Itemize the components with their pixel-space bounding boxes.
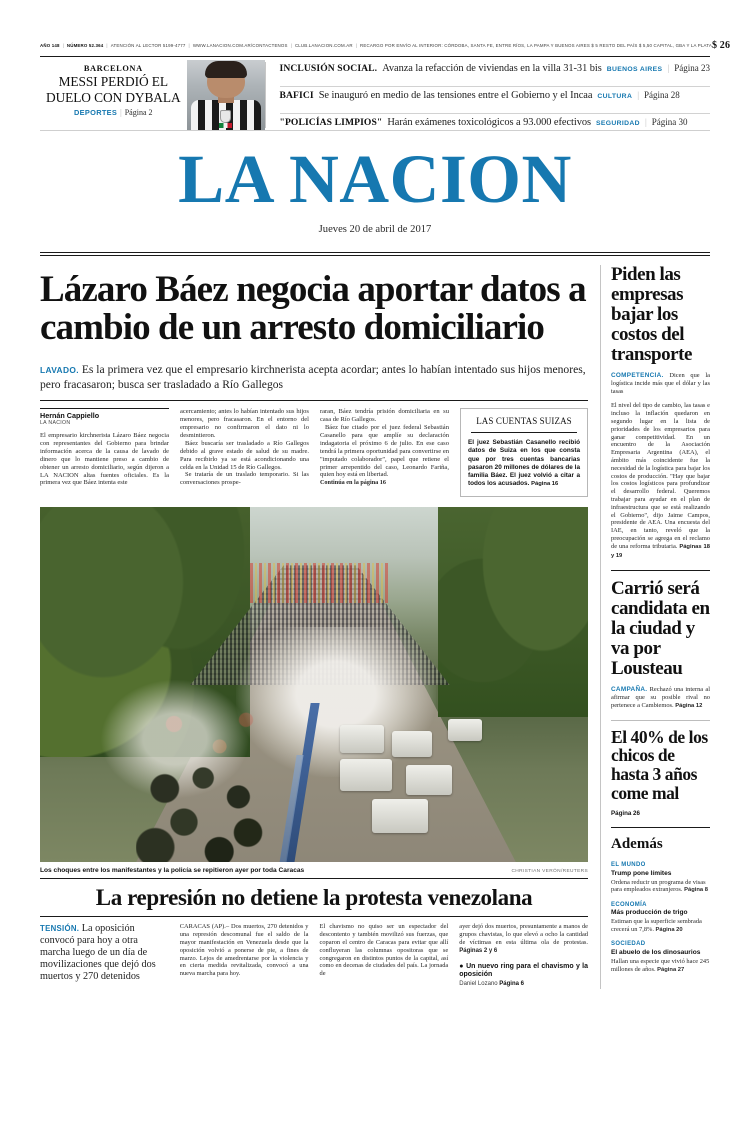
edition-year: AÑO 148 [40, 43, 60, 48]
ademas-headline: Trump pone límites [611, 869, 672, 877]
venezuela-paragraph: El chavismo no quiso ser un espectador del descontento y también movilizó sus fuerzas, que coparon el centro de Caracas para evitar que allí confluyeran las columnas opositoras que se congregaron en distintos puntos de la capital, así como en decenas de ciudades del país. La jornada de [319, 923, 449, 978]
photo-credit: CHRISTIAN VERÓN/REUTERS [511, 869, 588, 875]
info-bar-text: AÑO 148 | NÚMERO 52.364 | ATENCIÓN AL LECTOR 5199-4777 | WWW.LANACION.COM.AR/CONTACTENOS | CLUB.LANACION.COM.AR | RECARGO POR ENVÍO AL INTERIOR: CÓRDOBA, SANTA FE, ENTRE RÍOS, LA PAMPA Y BUENOS AIRES $ 5 RESTO DEL PAÍS $ 5,50 CAPITAL, GBA Y LA PLATA [40, 43, 712, 48]
ademas-title: Además [611, 836, 663, 853]
sidebar-intro-text: Dicen que la logística incide más que el dólar y las tasas [611, 372, 710, 395]
sports-teaser-footer: DEPORTES | Página 2 [74, 108, 153, 117]
sidebar-body [611, 395, 710, 560]
ademas-section-label[interactable]: SOCIEDAD [611, 941, 646, 948]
teaser-kicker: INCLUSIÓN SOCIAL. [279, 63, 378, 74]
ademas-item-0[interactable] [611, 855, 710, 895]
sidebar-page: Página 26 [611, 810, 640, 818]
venezuela-paragraph: ayer dejó dos muertos, presuntamente a manos de grupos chavistas, lo que elevó a ocho la cantidad de víctimas en esta última ola de protestas. Páginas 2 y 6 [459, 923, 588, 954]
lead-paragraph: acercamiento; antes lo habían intentado sus hijos menores, pero fracasaron. En el entorno del empresario no confirmaron el dato ni lo desmintieron. [179, 408, 309, 439]
lead-paragraph: raran, Báez tendría prisión domiciliaria en su casa de Río Gallegos. [319, 408, 449, 424]
photo-caption: Los choques entre los manifestantes y la policía se repitieron ayer por toda Caracas [40, 867, 305, 875]
divider-top [40, 56, 710, 57]
newspaper-logo[interactable]: LA NACION [178, 141, 572, 217]
teaser-section[interactable]: SEGURIDAD [596, 120, 640, 127]
teaser-list [266, 60, 710, 130]
ademas-item-1[interactable] [611, 895, 710, 935]
teaser-text: Harán exámenes toxicológicos a 93.000 efectivos [387, 117, 591, 128]
box-page-ref: Página 16 [531, 481, 559, 488]
surcharge-note: RECARGO POR ENVÍO AL INTERIOR: CÓRDOBA, SANTA FE, ENTRE RÍOS, LA PAMPA Y BUENOS AIRES $ 5 RESTO DEL PAÍS $ 5,50 CAPITAL, GBA Y LA PLATA [360, 43, 712, 48]
ademas-page: Página 20 [655, 926, 683, 933]
sports-teaser-text [40, 60, 187, 130]
opinion-page: Página 6 [499, 980, 524, 987]
masthead [40, 131, 710, 235]
teaser-item-0[interactable]: INCLUSIÓN SOCIAL. Avanza la refacción de viviendas en la villa 31-31 bis BUENOS AIRES | Página 23 [279, 63, 710, 74]
venezuela-columns [40, 917, 588, 988]
sidebar-label: CAMPAÑA. [611, 686, 648, 694]
sidebar-page: Página 12 [675, 702, 703, 709]
continues-ref[interactable]: Continúa en la página 16 [319, 479, 386, 487]
ademas-headline: El abuelo de los dinosaurios [611, 948, 701, 956]
lead-paragraph: Báez buscaría ser trasladado a Río Gallegos debido al grave estado de salud de su madre. Para recibirlo ya se está acondicionando una celda en la Unidad 15 de Río Gallegos. [179, 439, 309, 471]
sidebar-headline: Piden las empresas bajar los costos del transporte [611, 264, 692, 365]
sidebar-paragraph: El nivel del tipo de cambio, las tasas e incluso la inflación quedaron en segundo lugar en la lista de prioridades de los empresarios para ganar competitividad. En un encuentro de la Asociación Empresaria Argentina (AEA), el ámbito más coincidente fue la necesidad de la logística para bajar los costos de producción. "Hay que bajar los costos logísticos para profundizar el desarrollo federal. Queremos trabajar para ayudar en el plan de infraestructura que se está realizando el Gobierno", dijo Jaime Campos, presidente de AEA. Una encuesta del IAE, en tanto, reveló que la preocupación se agrega en el reclamo de una reforma tributaria. Páginas 18 y 19 [611, 402, 710, 559]
ademas-section-label[interactable]: EL MUNDO [611, 862, 646, 869]
venezuela-paragraph: CARACAS (AP).– Dos muertos, 270 detenidos y una represión descomunal fue el saldo de la mayor manifestación en Venezuela desde que la oposición volvió a ponerse de pie, a fines de marzo. Lejos de amedrentarse por la violencia y en cierta medida revitalizada, convocó a una nueva marcha para hoy. [179, 923, 309, 978]
venezuela-headline[interactable]: La represión no detiene la protesta venezolana [95, 885, 533, 911]
opinion-author-row [459, 980, 588, 989]
divider-masthead-1 [40, 252, 710, 253]
sidebar-box-column [460, 408, 588, 497]
cover-price: $ 26 [711, 40, 731, 51]
box-text: El juez Sebastián Casanello recibió datos de Suiza en los que consta que por tres cuentas bancarias pasaron 20 millones de dólares de la familia Báez. El juez volvió a citar a todos los acusados. Página 16 [467, 439, 581, 488]
venezuela-lead [40, 923, 169, 988]
divider-sidebar-3 [611, 827, 710, 828]
sidebar-headline: El 40% de los chicos de hasta 3 años come mal [611, 726, 708, 803]
teaser-page: Página 28 [644, 90, 680, 100]
teaser-section[interactable]: BUENOS AIRES [606, 66, 663, 73]
teaser-page: Página 23 [674, 63, 710, 73]
club-url[interactable]: CLUB.LANACION.COM.AR [294, 43, 353, 48]
ademas-headline: Más producción de trigo [611, 909, 688, 917]
teaser-text: Avanza la refacción de viviendas en la villa 31-31 bis [382, 63, 602, 74]
venezuela-lead-label: TENSIÓN. [40, 924, 80, 934]
lead-subhead [40, 347, 588, 391]
teaser-kicker: "POLICÍAS LIMPIOS" [279, 117, 383, 128]
sports-teaser[interactable] [40, 60, 265, 130]
venezuela-column-3 [459, 923, 588, 988]
opinion-headline: ● Un nuevo ring para el chavismo y la oposición [459, 962, 588, 979]
lead-paragraph: El empresario kirchnerista Lázaro Báez negocia con representantes del Gobierno para brindar información acerca de la causa de lavado de dinero que lo mantiene preso a cambio de obtener un arresto domiciliario, según dijeron a LA NACION altas fuentes oficiales. Es la primera vez que Báez intenta este [40, 432, 169, 487]
sidebar-label: COMPETENCIA. [611, 372, 664, 379]
ademas-section [611, 836, 710, 974]
sports-section-label[interactable]: DEPORTES [74, 108, 118, 117]
ademas-text: Estiman que la superficie sembrada crecerá un 7,8%. Página 20 [611, 918, 702, 933]
sidebar-headline: Carrió será candidata en la ciudad y va por Lousteau [611, 578, 710, 680]
lead-paragraph: Se trataría de un traslado temporario. Si las conversaciones prospe- [179, 471, 309, 487]
website-url[interactable]: WWW.LANACION.COM.AR/CONTACTENOS [192, 43, 288, 48]
sports-page-ref: Página 2 [124, 108, 153, 117]
info-bar [40, 0, 731, 51]
teaser-item-1[interactable]: BAFICI Se inauguró en medio de las tensiones entre el Gobierno y el Incaa CULTURA | Página 28 [280, 86, 710, 103]
byline-author: Hernán Cappiello [40, 411, 100, 421]
ademas-page: Página 8 [684, 887, 708, 894]
opinion-author: Daniel Lozano [459, 980, 498, 987]
ademas-item-2[interactable] [611, 934, 710, 974]
lead-column-2 [180, 408, 309, 497]
venezuela-lead-text: La oposición convocó para hoy a otra marcha luego de un día de movilizaciones que dejó dos muertos y 270 detenidos [40, 923, 156, 983]
divider-sidebar-2 [611, 720, 710, 721]
sidebar-pages: Páginas 18 y 19 [611, 543, 710, 559]
sidebar-story-transporte[interactable] [611, 265, 710, 560]
lead-column-3 [320, 408, 449, 497]
sidebar-story-carrio[interactable] [611, 579, 710, 710]
lead-column-1 [40, 408, 169, 497]
sidebar-paragraph: CAMPAÑA. Rechazó una interna al afirmar que su posible rival no pertenece a Cambiemos. Página 12 [611, 686, 710, 709]
main-column [40, 265, 600, 989]
venezuela-column-1 [180, 923, 309, 988]
right-sidebar [600, 265, 710, 989]
teaser-item-2[interactable]: "POLICÍAS LIMPIOS" Harán exámenes toxicológicos a 93.000 efectivos SEGURIDAD | Página 30 [280, 113, 710, 130]
ademas-text: Ordena reducir un programa de visas para empleados extranjeros. Página 8 [611, 878, 708, 894]
sports-headline-line1: MESSI PERDIÓ EL [58, 74, 168, 89]
box-title: LAS CUENTAS SUIZAS [476, 416, 572, 427]
byline-org: LA NACION [40, 420, 71, 427]
teaser-kicker: BAFICI [279, 90, 314, 101]
photo-caption-row [40, 862, 588, 874]
teaser-band [40, 60, 710, 130]
venezuela-pages-ref: Páginas 2 y 6 [459, 947, 498, 954]
sidebar-body [611, 679, 710, 710]
dybala-photo [187, 60, 265, 130]
teaser-section[interactable]: CULTURA [597, 93, 633, 100]
ademas-page: Página 27 [657, 966, 685, 973]
box-cuentas-suizas[interactable] [460, 408, 588, 497]
divider-sidebar-1 [611, 570, 710, 571]
lead-sub-text: Es la primera vez que el empresario kirchnerista acepta acordar; antes lo habían intentado sus hijos menores, pero fracasaron; busca ser trasladado a Río Gallegos [40, 363, 586, 391]
teaser-page: Página 30 [651, 117, 688, 127]
ademas-section-label[interactable]: ECONOMÍA [611, 901, 647, 908]
lead-sub-label: LAVADO. [40, 365, 79, 375]
lead-headline[interactable]: Lázaro Báez negocia aportar datos a cambio de un arresto domiciliario [40, 269, 586, 348]
sidebar-story-nutricion[interactable] [611, 728, 710, 817]
page-body [40, 256, 710, 989]
venezuela-opinion-link[interactable] [459, 956, 588, 989]
teaser-text: Se inauguró en medio de las tensiones entre el Gobierno y el Incaa [318, 90, 593, 101]
lead-paragraph: Báez fue citado por el juez federal Sebastián Casanello para que amplíe su declaración indagatoria el próximo 6 de julio. En ese caso tendrá la primera oportunidad para convertirse en "imputado colaborador", papel que retiene el primer arrepentido del caso, Leonardo Fariña, quien hoy está en libertad. [319, 424, 449, 479]
sidebar-intro [611, 365, 710, 395]
sports-headline-line2: DUELO CON DYBALA [46, 90, 181, 105]
sports-kicker: BARCELONA [83, 64, 143, 73]
issue-date: Jueves 20 de abril de 2017 [318, 224, 432, 235]
venezuela-column-2 [320, 923, 449, 988]
lead-columns [40, 401, 588, 497]
caracas-protest-photo [40, 507, 588, 862]
edition-number: NÚMERO 52.364 [66, 43, 104, 48]
ademas-text: Hallan una especie que vivió hace 245 millones de años. Página 27 [611, 957, 710, 973]
reader-service: ATENCIÓN AL LECTOR 5199-4777 [110, 43, 186, 48]
